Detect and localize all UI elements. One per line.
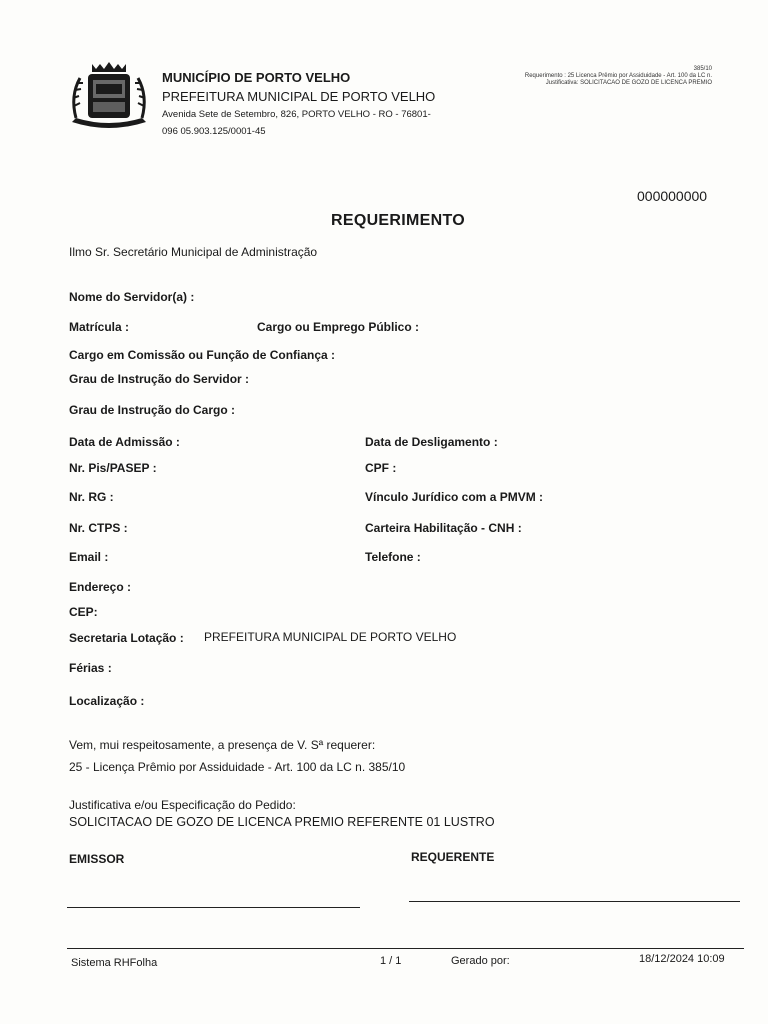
justification-label: Justificativa e/ou Especificação do Pedido:	[69, 798, 296, 812]
field-data-admissao: Data de Admissão :	[69, 435, 180, 449]
footer-datetime: 18/12/2024 10:09	[639, 953, 725, 965]
field-secretaria-value: PREFEITURA MUNICIPAL DE PORTO VELHO	[204, 630, 457, 644]
coat-of-arms-logo	[66, 56, 152, 132]
address-line-1: Avenida Sete de Setembro, 826, PORTO VELHO - RO - 76801-	[162, 109, 431, 120]
summary-justification: Justificativa: SOLICITACAO DE GOZO DE LICENCA PREMIO	[545, 80, 712, 86]
field-cargo-emprego: Cargo ou Emprego Público :	[257, 320, 420, 334]
field-ctps: Nr. CTPS :	[69, 521, 128, 535]
signature-requerente-label: REQUERENTE	[411, 850, 495, 864]
document-title: REQUERIMENTO	[331, 212, 465, 229]
field-telefone: Telefone :	[365, 550, 421, 564]
footer-system: Sistema RHFolha	[71, 957, 158, 969]
prefecture-name: PREFEITURA MUNICIPAL DE PORTO VELHO	[162, 89, 436, 104]
field-cep: CEP:	[69, 605, 98, 619]
field-grau-cargo: Grau de Instrução do Cargo :	[69, 403, 236, 417]
field-grau-servidor: Grau de Instrução do Servidor :	[69, 372, 250, 386]
header-summary	[525, 66, 712, 87]
field-cpf: CPF :	[365, 461, 397, 475]
signature-requerente-line	[409, 901, 740, 902]
field-ferias: Férias :	[69, 661, 112, 675]
field-nome-servidor: Nome do Servidor(a) :	[69, 290, 195, 304]
field-endereco: Endereço :	[69, 580, 132, 594]
field-vinculo: Vínculo Jurídico com a PMVM :	[365, 490, 544, 504]
field-rg: Nr. RG :	[69, 490, 114, 504]
field-cargo-comissao: Cargo em Comissão ou Função de Confiança :	[69, 348, 336, 362]
request-item: 25 - Licença Prêmio por Assiduidade - Art. 100 da LC n. 385/10	[69, 760, 406, 774]
signature-emissor-label: EMISSOR	[69, 852, 125, 866]
signature-emissor-line	[67, 907, 360, 908]
footer-page: 1 / 1	[380, 955, 402, 967]
address-line-2: 096 05.903.125/0001-45	[162, 126, 266, 137]
field-secretaria: Secretaria Lotação :	[69, 631, 184, 645]
summary-request: Requerimento : 25 Licenca Prêmio por Assiduidade - Art. 100 da LC n.	[524, 73, 712, 79]
field-email: Email :	[69, 550, 109, 564]
request-intro: Vem, mui respeitosamente, a presença de V. Sª requerer:	[69, 738, 376, 752]
justification-text: SOLICITACAO DE GOZO DE LICENCA PREMIO REFERENTE 01 LUSTRO	[69, 815, 495, 829]
footer-divider	[67, 948, 744, 949]
field-data-desligamento: Data de Desligamento :	[365, 435, 498, 449]
field-matricula: Matrícula :	[69, 320, 130, 334]
protocol-number: 000000000	[637, 188, 708, 204]
field-localizacao: Localização :	[69, 694, 145, 708]
municipality-name: MUNICÍPIO DE PORTO VELHO	[162, 70, 351, 85]
salutation: Ilmo Sr. Secretário Municipal de Administração	[69, 245, 318, 259]
footer-generated-by: Gerado por:	[451, 955, 510, 967]
summary-code: 385/10	[693, 66, 712, 72]
field-pis-pasep: Nr. Pis/PASEP :	[69, 461, 157, 475]
field-cnh: Carteira Habilitação - CNH :	[365, 521, 522, 535]
